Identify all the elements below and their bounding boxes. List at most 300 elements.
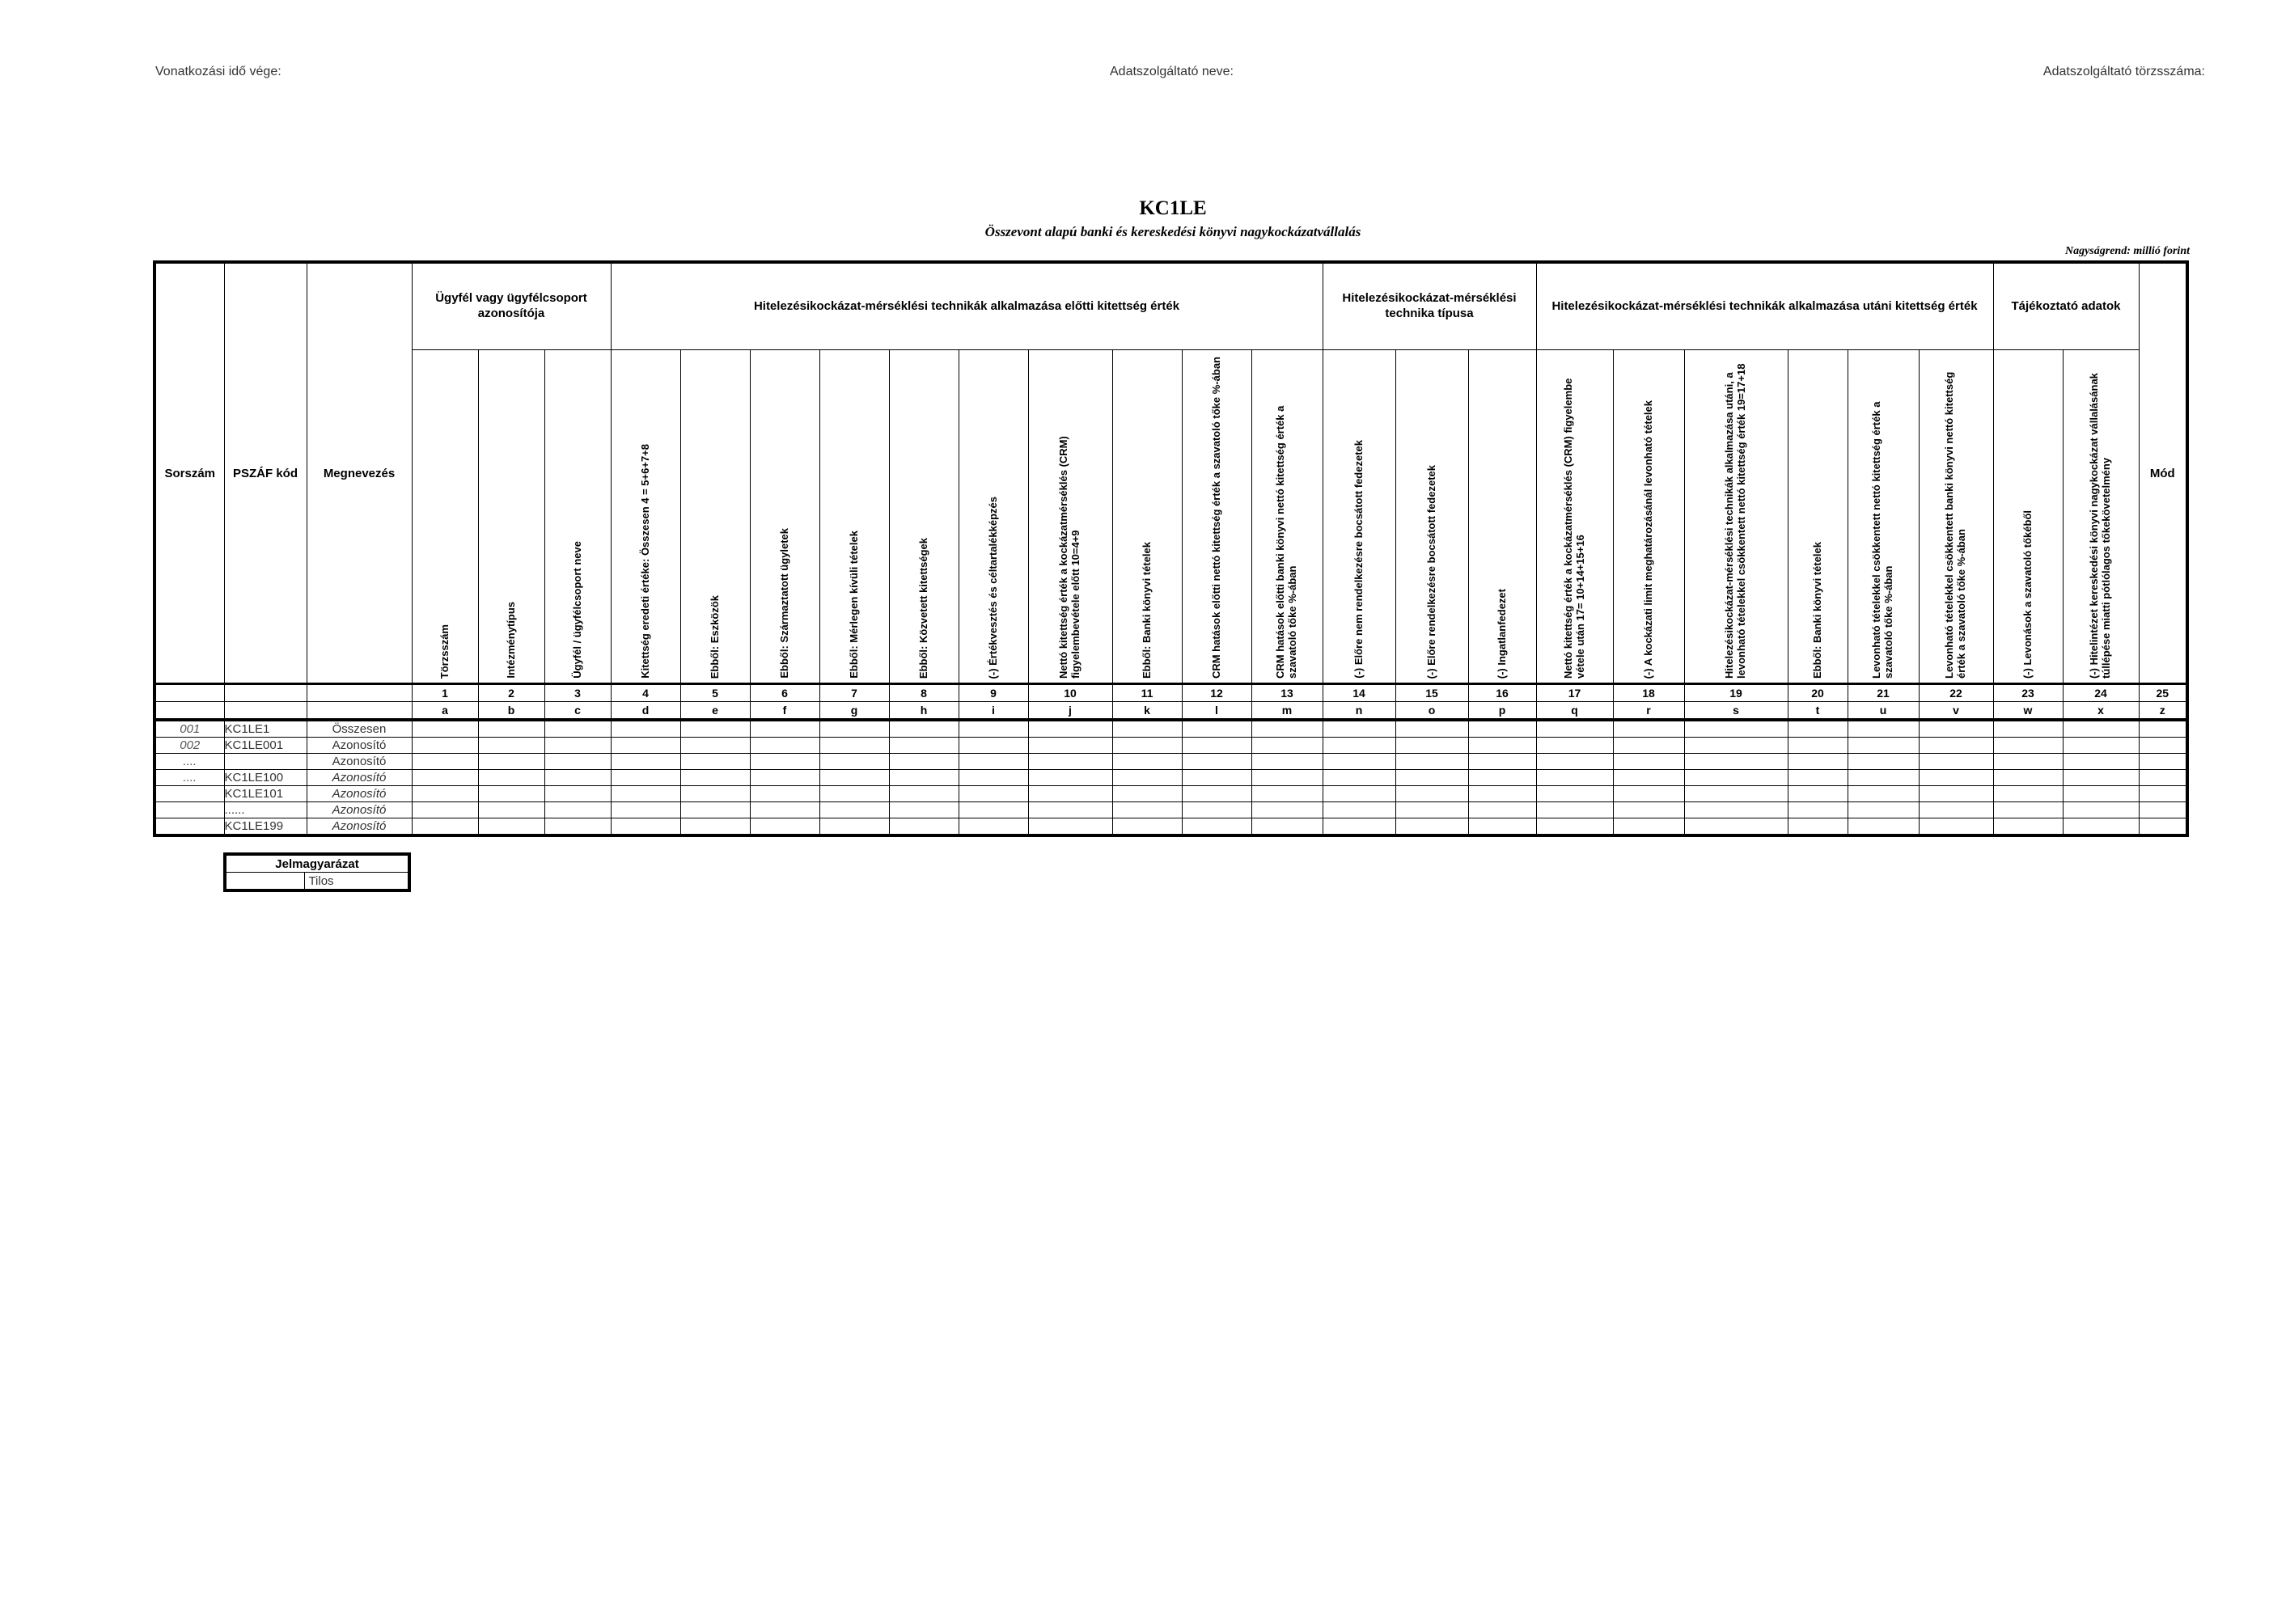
column-header-8 (889, 350, 959, 684)
column-letter: h (889, 702, 959, 721)
data-cell[interactable] (478, 754, 544, 770)
data-cell[interactable] (1251, 738, 1323, 754)
data-cell[interactable] (611, 802, 680, 818)
column-letter: o (1395, 702, 1468, 721)
data-cell[interactable] (1112, 802, 1182, 818)
data-cell[interactable] (889, 818, 959, 836)
column-header-label: Ebből: Eszközök (708, 594, 721, 679)
column-header-10 (1028, 350, 1112, 684)
data-cell[interactable] (1848, 802, 1919, 818)
data-cell[interactable] (1028, 754, 1112, 770)
column-header-6 (750, 350, 819, 684)
data-cell[interactable] (1028, 802, 1112, 818)
data-cell[interactable] (1613, 786, 1684, 802)
data-cell[interactable] (1112, 770, 1182, 786)
blank-cell (224, 684, 307, 702)
data-cell[interactable] (1788, 738, 1848, 754)
data-cell[interactable] (2139, 720, 2187, 738)
col-header-sorszam: Sorszám (155, 262, 224, 684)
column-number: 22 (1919, 684, 1993, 702)
data-cell[interactable] (819, 802, 889, 818)
column-header-label: Ebből: Banki könyvi tételek (1810, 541, 1823, 679)
data-cell[interactable] (1323, 818, 1395, 836)
column-letter: n (1323, 702, 1395, 721)
data-cell[interactable] (1993, 818, 2063, 836)
column-number: 21 (1848, 684, 1919, 702)
legend-swatch (225, 873, 305, 891)
data-cell[interactable] (544, 754, 611, 770)
data-cell[interactable] (1684, 770, 1788, 786)
data-cell[interactable] (959, 738, 1028, 754)
data-cell[interactable] (889, 786, 959, 802)
data-cell[interactable] (1613, 802, 1684, 818)
row-pszaf-code: KC1LE001 (224, 738, 307, 754)
row-sequence-number: .... (155, 770, 224, 786)
col-header-megnevezes: Megnevezés (307, 262, 412, 684)
data-cell[interactable] (1993, 802, 2063, 818)
column-header-14 (1323, 350, 1395, 684)
row-sequence-number: 002 (155, 738, 224, 754)
data-cell[interactable] (1684, 818, 1788, 836)
data-provider-registration-number-label: Adatszolgáltató törzsszáma: (2042, 65, 2205, 78)
row-sequence-number: 001 (155, 720, 224, 738)
table-row (155, 818, 2187, 836)
column-header-5 (680, 350, 750, 684)
data-cell[interactable] (750, 754, 819, 770)
column-header-label: Törzsszám (438, 624, 451, 679)
data-cell[interactable] (2063, 802, 2139, 818)
data-cell[interactable] (1684, 720, 1788, 738)
data-cell[interactable] (1993, 770, 2063, 786)
column-number: 18 (1613, 684, 1684, 702)
blank-cell (155, 702, 224, 721)
data-cell[interactable] (889, 720, 959, 738)
column-letter: w (1993, 702, 2063, 721)
table-row (155, 786, 2187, 802)
data-cell[interactable] (1028, 738, 1112, 754)
column-header-label: Ebből: Származtatott ügyletek (777, 528, 790, 679)
column-letter: i (959, 702, 1028, 721)
data-cell[interactable] (819, 738, 889, 754)
data-cell[interactable] (1182, 720, 1251, 738)
reporting-period-end-label: Vonatkozási idő vége: (155, 65, 281, 78)
column-number: 2 (478, 684, 544, 702)
column-letter: r (1613, 702, 1684, 721)
row-designation: Azonosító (307, 754, 412, 770)
data-cell[interactable] (1323, 770, 1395, 786)
data-cell[interactable] (1848, 720, 1919, 738)
data-cell[interactable] (680, 770, 750, 786)
group-header-crm-technique-type: Hitelezésikockázat-mérséklési technika típusa (1323, 262, 1536, 350)
data-cell[interactable] (819, 754, 889, 770)
data-cell[interactable] (680, 738, 750, 754)
data-cell[interactable] (1788, 786, 1848, 802)
row-sequence-number (155, 802, 224, 818)
table-row (155, 720, 2187, 738)
data-cell[interactable] (889, 802, 959, 818)
data-cell[interactable] (1684, 738, 1788, 754)
data-cell[interactable] (2063, 754, 2139, 770)
data-cell[interactable] (2139, 818, 2187, 836)
blank-cell (307, 702, 412, 721)
column-number: 5 (680, 684, 750, 702)
data-cell[interactable] (1919, 786, 1993, 802)
data-cell[interactable] (750, 786, 819, 802)
row-sequence-number: .... (155, 754, 224, 770)
column-number: 14 (1323, 684, 1395, 702)
data-cell[interactable] (1112, 720, 1182, 738)
data-cell[interactable] (1251, 818, 1323, 836)
column-header-label: (-) Ingatlanfedezet (1495, 588, 1508, 679)
column-header-label: Kitettség eredeti értéke: Összesen 4 = 5+6+7+8 (638, 444, 651, 679)
column-number: 7 (819, 684, 889, 702)
data-cell[interactable] (1112, 738, 1182, 754)
data-cell[interactable] (544, 786, 611, 802)
data-cell[interactable] (2063, 818, 2139, 836)
column-number: 3 (544, 684, 611, 702)
column-letter: s (1684, 702, 1788, 721)
data-cell[interactable] (1848, 754, 1919, 770)
data-cell[interactable] (1468, 786, 1536, 802)
data-cell[interactable] (1848, 786, 1919, 802)
data-cell[interactable] (680, 754, 750, 770)
column-letter: t (1788, 702, 1848, 721)
data-cell[interactable] (1848, 818, 1919, 836)
legend-box (223, 852, 411, 892)
data-cell[interactable] (412, 818, 478, 836)
data-cell[interactable] (680, 786, 750, 802)
column-number: 20 (1788, 684, 1848, 702)
data-cell[interactable] (2063, 770, 2139, 786)
data-cell[interactable] (544, 770, 611, 786)
data-cell[interactable] (1395, 786, 1468, 802)
row-sequence-number (155, 786, 224, 802)
group-header-information-data: Tájékoztató adatok (1993, 262, 2139, 350)
column-number: 10 (1028, 684, 1112, 702)
row-pszaf-code: KC1LE199 (224, 818, 307, 836)
data-cell[interactable] (478, 802, 544, 818)
data-cell[interactable] (611, 754, 680, 770)
data-cell[interactable] (959, 754, 1028, 770)
data-cell[interactable] (1395, 738, 1468, 754)
table-row (155, 802, 2187, 818)
column-number: 9 (959, 684, 1028, 702)
data-cell[interactable] (412, 720, 478, 738)
column-header-label: Ebből: Közvetett kitettségek (916, 537, 929, 679)
data-cell[interactable] (412, 802, 478, 818)
data-cell[interactable] (1112, 818, 1182, 836)
column-header-label: CRM hatások előtti nettó kitettség érték a szavatoló tőke %-ában (1209, 356, 1222, 679)
data-cell[interactable] (1028, 818, 1112, 836)
data-cell[interactable] (412, 786, 478, 802)
data-cell[interactable] (1182, 802, 1251, 818)
column-header-label: (-) A kockázati limit meghatározásánál levonható tételek (1641, 400, 1654, 679)
data-cell[interactable] (1993, 738, 2063, 754)
col-header-pszaf-kod: PSZÁF kód (224, 262, 307, 684)
data-cell[interactable] (412, 738, 478, 754)
column-letter: d (611, 702, 680, 721)
unit-note: Nagyságrend: millió forint (2064, 245, 2190, 257)
data-cell[interactable] (611, 786, 680, 802)
column-letter: b (478, 702, 544, 721)
data-cell[interactable] (1536, 802, 1613, 818)
data-cell[interactable] (680, 720, 750, 738)
column-header-label: CRM hatások előtti banki könyvi nettó kitettség érték a szavatoló tőke %-ában (1274, 405, 1298, 679)
data-cell[interactable] (1182, 786, 1251, 802)
column-header-label: Nettó kitettség érték a kockázatmérséklés (CRM) figyelembevétele előtt 10=4+9 (1057, 436, 1082, 679)
data-cell[interactable] (611, 738, 680, 754)
column-number: 15 (1395, 684, 1468, 702)
row-designation: Azonosító (307, 738, 412, 754)
form-subtitle: Összevont alapú banki és kereskedési könyvi nagykockázatvállalás (984, 224, 1361, 239)
column-header-2 (478, 350, 544, 684)
data-cell[interactable] (889, 738, 959, 754)
data-cell[interactable] (1468, 720, 1536, 738)
data-cell[interactable] (1536, 770, 1613, 786)
column-number: 13 (1251, 684, 1323, 702)
data-cell[interactable] (544, 818, 611, 836)
data-cell[interactable] (750, 818, 819, 836)
column-number: 24 (2063, 684, 2139, 702)
column-header-label: Nettó kitettség érték a kockázatmérséklés (CRM) figyelembe vétele után 17= 10+14+15+16 (1561, 378, 1586, 679)
group-header-client-id: Ügyfél vagy ügyfélcsoport azonosítója (412, 262, 611, 350)
data-cell[interactable] (478, 818, 544, 836)
column-number: 11 (1112, 684, 1182, 702)
data-cell[interactable] (750, 802, 819, 818)
data-cell[interactable] (750, 720, 819, 738)
data-cell[interactable] (1251, 770, 1323, 786)
data-cell[interactable] (959, 802, 1028, 818)
column-header-label: (-) Levonások a szavatoló tőkéből (2021, 510, 2034, 679)
data-cell[interactable] (2139, 770, 2187, 786)
column-letter: q (1536, 702, 1613, 721)
column-letter: x (2063, 702, 2139, 721)
data-cell[interactable] (1323, 754, 1395, 770)
data-cell[interactable] (412, 770, 478, 786)
column-letter: p (1468, 702, 1536, 721)
column-header-12 (1182, 350, 1251, 684)
data-cell[interactable] (1919, 738, 1993, 754)
column-letter: l (1182, 702, 1251, 721)
data-cell[interactable] (1251, 754, 1323, 770)
data-cell[interactable] (1613, 738, 1684, 754)
data-cell[interactable] (959, 720, 1028, 738)
data-cell[interactable] (1848, 770, 1919, 786)
data-cell[interactable] (1536, 754, 1613, 770)
blank-cell (307, 684, 412, 702)
col-header-mod: Mód (2139, 262, 2187, 684)
data-cell[interactable] (1028, 786, 1112, 802)
column-number: 12 (1182, 684, 1251, 702)
data-cell[interactable] (959, 770, 1028, 786)
column-header-17 (1536, 350, 1613, 684)
column-number: 23 (1993, 684, 2063, 702)
data-cell[interactable] (1613, 818, 1684, 836)
data-cell[interactable] (1536, 818, 1613, 836)
data-cell[interactable] (1993, 754, 2063, 770)
data-cell[interactable] (2063, 786, 2139, 802)
data-cell[interactable] (2139, 754, 2187, 770)
data-cell[interactable] (1788, 720, 1848, 738)
column-header-label: (-) Előre rendelkezésre bocsátott fedezetek (1424, 464, 1437, 679)
column-header-label: (-) Hitelintézet kereskedési könyvi nagykockázat vállalásának túllépése miatti pótlólagos tőkekövetelmény (2088, 373, 2112, 679)
data-cell[interactable] (1468, 770, 1536, 786)
data-cell[interactable] (1395, 818, 1468, 836)
group-header-post-crm-exposure: Hitelezésikockázat-mérséklési technikák alkalmazása utáni kitettség érték (1536, 262, 1993, 350)
data-cell[interactable] (1468, 754, 1536, 770)
column-header-21 (1848, 350, 1919, 684)
data-cell[interactable] (1323, 802, 1395, 818)
data-cell[interactable] (959, 818, 1028, 836)
data-cell[interactable] (1323, 720, 1395, 738)
data-cell[interactable] (2139, 802, 2187, 818)
data-cell[interactable] (2139, 738, 2187, 754)
data-cell[interactable] (478, 720, 544, 738)
data-cell[interactable] (1395, 720, 1468, 738)
column-header-9 (959, 350, 1028, 684)
column-header-24 (2063, 350, 2139, 684)
column-header-label: Hitelezésikockázat-mérséklési technikák alkalmazása utáni, a levonható tételekkel csökkentett nettó kitettség érték 19=17+18 (1723, 363, 1747, 679)
column-header-20 (1788, 350, 1848, 684)
data-cell[interactable] (1919, 770, 1993, 786)
data-cell[interactable] (1788, 770, 1848, 786)
data-cell[interactable] (1028, 720, 1112, 738)
data-cell[interactable] (1919, 720, 1993, 738)
data-cell[interactable] (1684, 802, 1788, 818)
data-cell[interactable] (1028, 770, 1112, 786)
data-cell[interactable] (478, 738, 544, 754)
data-cell[interactable] (1613, 770, 1684, 786)
data-cell[interactable] (2063, 720, 2139, 738)
data-cell[interactable] (1182, 754, 1251, 770)
data-cell[interactable] (1112, 786, 1182, 802)
column-header-23 (1993, 350, 2063, 684)
data-cell[interactable] (544, 738, 611, 754)
data-cell[interactable] (478, 786, 544, 802)
data-cell[interactable] (1251, 720, 1323, 738)
data-cell[interactable] (544, 720, 611, 738)
data-cell[interactable] (1684, 786, 1788, 802)
column-letter: a (412, 702, 478, 721)
data-cell[interactable] (1788, 802, 1848, 818)
data-cell[interactable] (1993, 720, 2063, 738)
data-cell[interactable] (1323, 738, 1395, 754)
row-designation: Azonosító (307, 802, 412, 818)
column-header-22 (1919, 350, 1993, 684)
report-table (153, 260, 2189, 837)
data-cell[interactable] (1993, 786, 2063, 802)
data-cell[interactable] (1182, 770, 1251, 786)
data-cell[interactable] (1536, 720, 1613, 738)
column-number: 25 (2139, 684, 2187, 702)
data-cell[interactable] (750, 738, 819, 754)
data-cell[interactable] (1395, 770, 1468, 786)
column-header-13 (1251, 350, 1323, 684)
data-cell[interactable] (819, 818, 889, 836)
data-cell[interactable] (1684, 754, 1788, 770)
data-cell[interactable] (889, 770, 959, 786)
table-row (155, 770, 2187, 786)
data-cell[interactable] (2063, 738, 2139, 754)
data-cell[interactable] (1536, 786, 1613, 802)
data-cell[interactable] (1468, 818, 1536, 836)
data-cell[interactable] (1848, 738, 1919, 754)
data-cell[interactable] (680, 818, 750, 836)
data-cell[interactable] (680, 802, 750, 818)
data-cell[interactable] (1182, 738, 1251, 754)
data-cell[interactable] (1112, 754, 1182, 770)
form-code-title: KC1LE (1139, 197, 1207, 219)
column-header-label: Ügyfél / ügyfélcsoport neve (570, 541, 583, 679)
column-header-label: Intézménytípus (504, 602, 517, 679)
column-header-3 (544, 350, 611, 684)
column-header-1 (412, 350, 478, 684)
column-header-15 (1395, 350, 1468, 684)
column-letter: g (819, 702, 889, 721)
data-cell[interactable] (1468, 802, 1536, 818)
row-designation: Azonosító (307, 786, 412, 802)
data-cell[interactable] (1536, 738, 1613, 754)
data-cell[interactable] (889, 754, 959, 770)
data-cell[interactable] (544, 802, 611, 818)
data-cell[interactable] (819, 786, 889, 802)
column-number: 4 (611, 684, 680, 702)
column-letter: u (1848, 702, 1919, 721)
data-cell[interactable] (611, 818, 680, 836)
data-cell[interactable] (1613, 754, 1684, 770)
data-cell[interactable] (1613, 720, 1684, 738)
row-pszaf-code: KC1LE100 (224, 770, 307, 786)
data-cell[interactable] (1919, 802, 1993, 818)
data-cell[interactable] (819, 720, 889, 738)
data-cell[interactable] (1919, 754, 1993, 770)
column-header-4 (611, 350, 680, 684)
column-letter: z (2139, 702, 2187, 721)
column-header-11 (1112, 350, 1182, 684)
group-header-pre-crm-exposure: Hitelezésikockázat-mérséklési technikák alkalmazása előtti kitettség érték (611, 262, 1323, 350)
data-cell[interactable] (1788, 754, 1848, 770)
data-cell[interactable] (611, 770, 680, 786)
data-cell[interactable] (959, 786, 1028, 802)
data-cell[interactable] (478, 770, 544, 786)
data-cell[interactable] (1395, 754, 1468, 770)
column-number: 1 (412, 684, 478, 702)
column-letter: e (680, 702, 750, 721)
data-cell[interactable] (611, 720, 680, 738)
data-cell[interactable] (1919, 818, 1993, 836)
data-cell[interactable] (1182, 818, 1251, 836)
data-cell[interactable] (1468, 738, 1536, 754)
row-pszaf-code: KC1LE1 (224, 720, 307, 738)
data-cell[interactable] (1788, 818, 1848, 836)
data-cell[interactable] (2139, 786, 2187, 802)
column-header-label: Levonható tételekkel csökkentett nettó kitettség érték a szavatoló tőke %-ában (1870, 401, 1894, 679)
row-sequence-number (155, 818, 224, 836)
data-cell[interactable] (1251, 786, 1323, 802)
data-cell[interactable] (750, 770, 819, 786)
column-letter: f (750, 702, 819, 721)
column-letter: j (1028, 702, 1112, 721)
row-designation: Összesen (307, 720, 412, 738)
data-cell[interactable] (1251, 802, 1323, 818)
data-cell[interactable] (1395, 802, 1468, 818)
column-header-18 (1613, 350, 1684, 684)
column-letter: k (1112, 702, 1182, 721)
data-cell[interactable] (1323, 786, 1395, 802)
data-cell[interactable] (819, 770, 889, 786)
column-number: 6 (750, 684, 819, 702)
data-cell[interactable] (412, 754, 478, 770)
